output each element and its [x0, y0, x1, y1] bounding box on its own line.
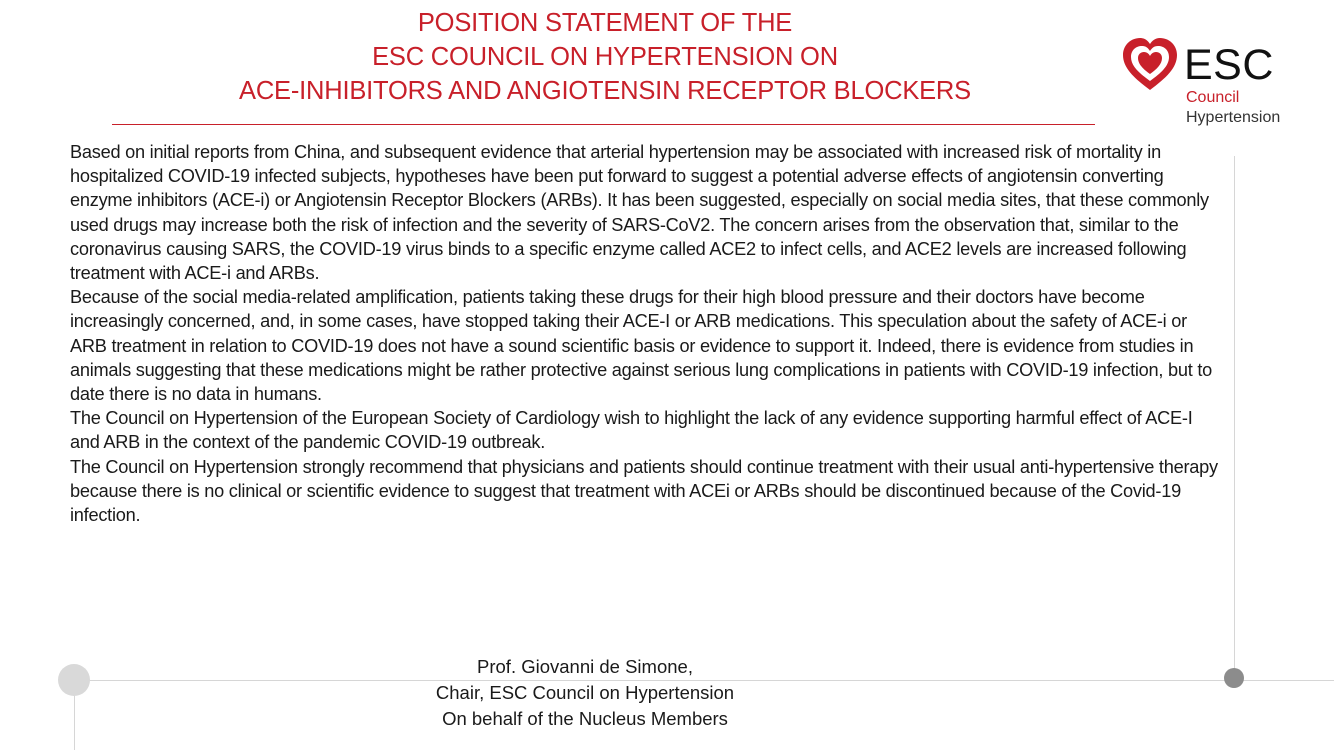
- title-line-2: ESC COUNCIL ON HYPERTENSION ON: [372, 43, 838, 71]
- signatory-role: Chair, ESC Council on Hypertension: [435, 682, 735, 703]
- decorative-circle-right: [1224, 668, 1244, 688]
- signature-block: [300, 654, 870, 732]
- paragraph-1: Based on initial reports from China, and subsequent evidence that arterial hypertension may be associated with increased risk of mortality in hospitalized COVID-19 infected subjects, hypotheses have been put forward to suggest a potential adverse effects of angiotensin converting enzyme inhibitors (ACE-i) or Angiotensin Receptor Blockers (ARBs). It has been suggested, especially on social media sites, that these commonly used drugs may increase both the risk of infection and the severity of SARS-CoV2. The concern arises from the observation that, similar to the coronavirus causing SARS, the COVID-19 virus binds to a specific enzyme called ACE2 to infect cells, and ACE2 levels are increased following treatment with ACE-i and ARBs.: [70, 142, 1209, 284]
- esc-heart-icon: [1120, 36, 1180, 92]
- title-line-1: POSITION STATEMENT OF THE: [417, 9, 793, 37]
- decorative-vertical-line-right: [1234, 156, 1235, 680]
- title-line-3: ACE-INHIBITORS AND ANGIOTENSIN RECEPTOR BLOCKERS: [239, 77, 971, 105]
- signatory-behalf: On behalf of the Nucleus Members: [442, 708, 728, 729]
- title-underline: [112, 124, 1095, 125]
- decorative-circle-left: [58, 664, 90, 696]
- paragraph-2: Because of the social media-related amplification, patients taking these drugs for their high blood pressure and their doctors have become increasingly concerned, and, in some cases, have stopped taking their ACE-I or ARB medications. This speculation about the safety of ACE-i or ARB treatment in relation to COVID-19 does not have a sound scientific basis or evidence to support it. Indeed, there is evidence from studies in animals suggesting that these medications might be rather protective against serious lung complications in patients with COVID-19 infection, but to date there is no data in humans.: [70, 287, 1213, 405]
- paragraph-3: The Council on Hypertension of the European Society of Cardiology wish to highlight the lack of any evidence supporting harmful effect of ACE-I and ARB in the context of the pandemic COVID-19 outbreak.: [70, 408, 1193, 453]
- paragraph-4: The Council on Hypertension strongly recommend that physicians and patients should continue treatment with their usual anti-hypertensive therapy because there is no clinical or scientific evidence to suggest that treatment with ACEi or ARBs should be discontinued because of the Covid-19 infection.: [70, 456, 1218, 526]
- logo-hypertension-label: Hypertension: [1186, 109, 1281, 126]
- esc-logo: [1120, 36, 1310, 136]
- signatory-name: Prof. Giovanni de Simone,: [477, 656, 693, 677]
- document-title: [110, 6, 1100, 108]
- logo-council-label: Council: [1186, 89, 1240, 106]
- logo-wordmark: ESC: [1184, 41, 1274, 89]
- statement-body: [70, 140, 1220, 527]
